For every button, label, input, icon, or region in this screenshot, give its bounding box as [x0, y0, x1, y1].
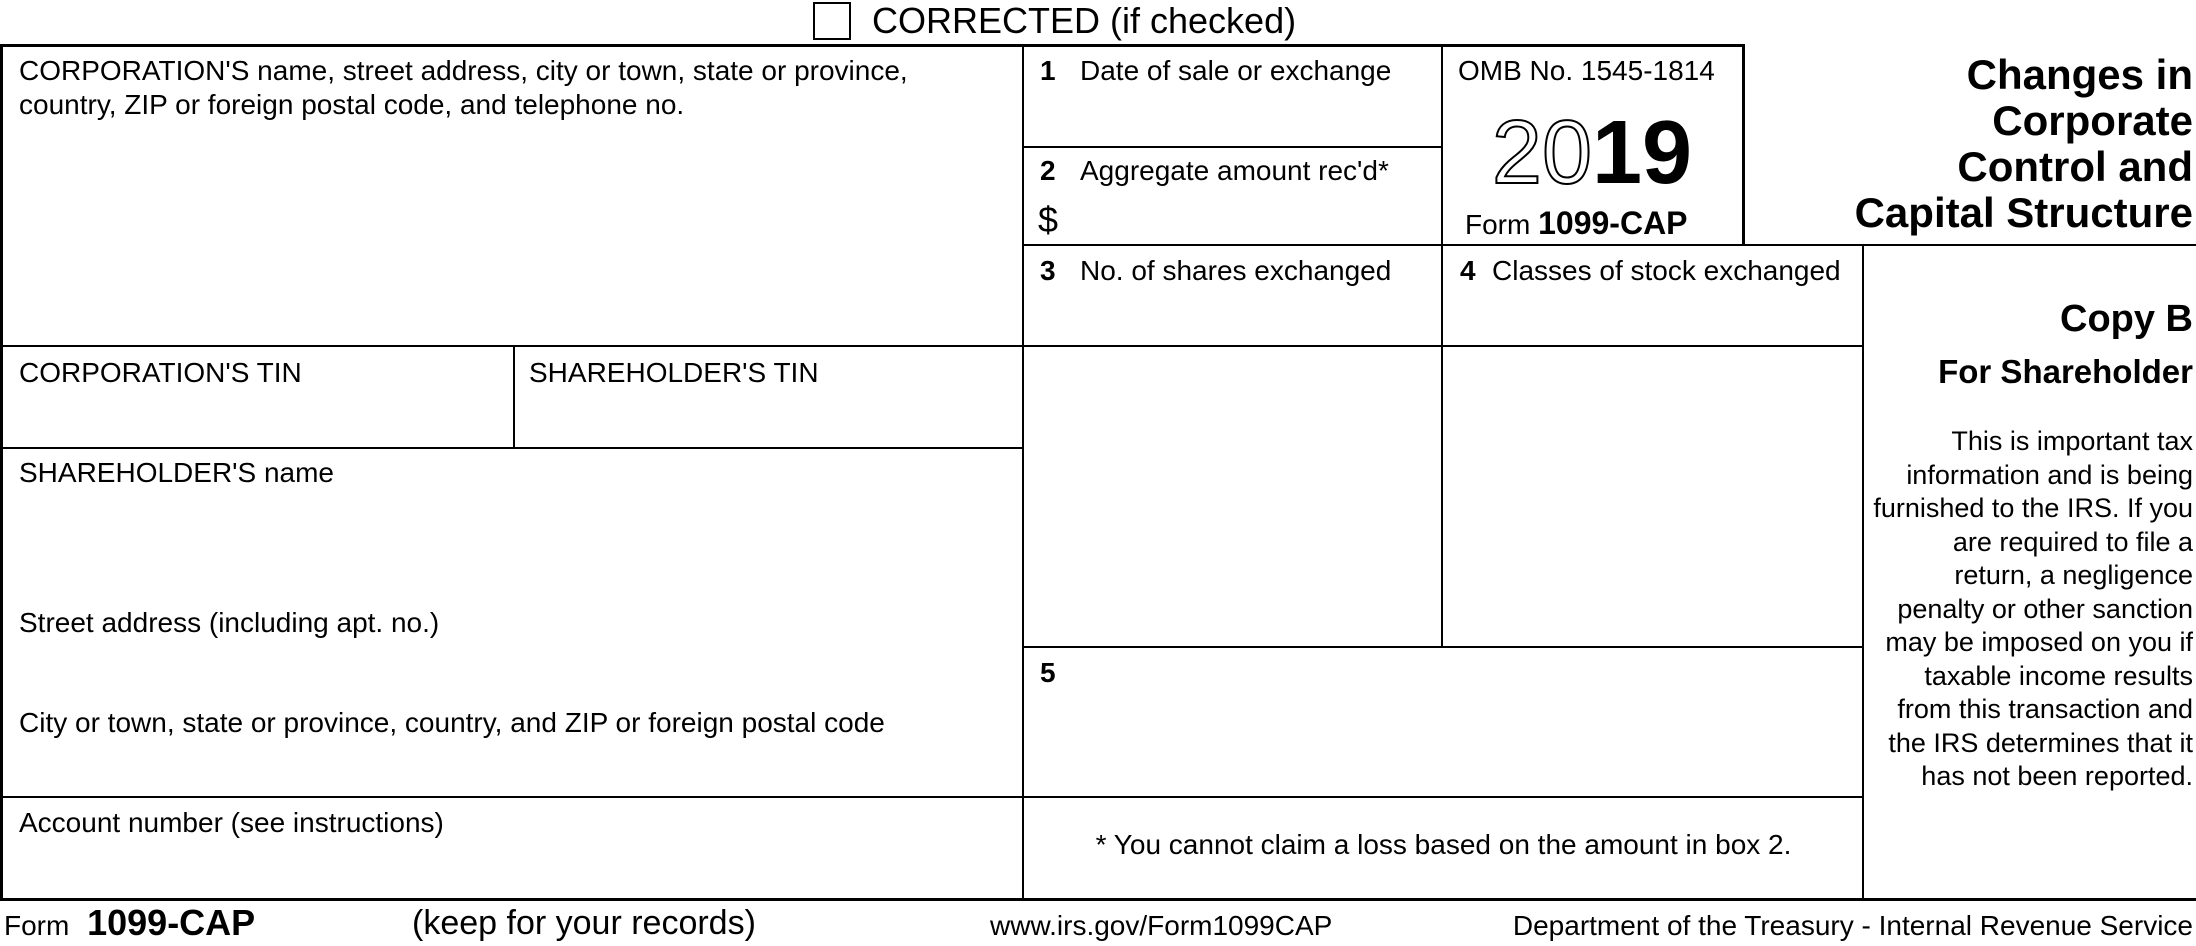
- footer-form-word: Form: [4, 910, 70, 941]
- account-number-field[interactable]: [5, 842, 1020, 896]
- aggregate-amount-field[interactable]: [1070, 192, 1438, 242]
- corporation-name-label: CORPORATION'S name, street address, city or town, state or province, country, ZIP or foreign postal code, and telephone no.: [19, 55, 908, 120]
- corrected-checkbox[interactable]: [813, 2, 851, 40]
- form-title-line: Corporate: [1992, 97, 2193, 144]
- dollar-sign: $: [1038, 199, 1059, 240]
- box5-field[interactable]: [1026, 692, 1859, 794]
- footer-form-id: [4, 903, 255, 946]
- form-id-top: [1465, 206, 1688, 242]
- tax-year-outline: 20: [1491, 103, 1592, 203]
- stock-classes-field[interactable]: [1445, 292, 1859, 644]
- corporation-tin-field[interactable]: [5, 392, 510, 444]
- form-title-line: Capital Structure: [1854, 189, 2193, 236]
- shareholder-name-label: SHAREHOLDER'S name: [19, 457, 334, 488]
- date-of-sale-field[interactable]: [1026, 92, 1439, 144]
- corporation-tin-label: CORPORATION'S TIN: [19, 357, 302, 388]
- city-field[interactable]: [5, 742, 1020, 794]
- account-number-label: Account number (see instructions): [19, 807, 444, 838]
- corporation-name-field[interactable]: [5, 125, 1020, 343]
- box2-number: 2: [1040, 155, 1056, 186]
- treasury-department: Department of the Treasury - Internal Revenue Service: [1512, 910, 2193, 941]
- box5-label: [1040, 656, 1080, 690]
- shares-exchanged-field[interactable]: [1026, 292, 1439, 644]
- box1-text: Date of sale or exchange: [1080, 55, 1392, 86]
- form-word-top: Form: [1465, 209, 1531, 240]
- box2-label: [1040, 154, 1389, 188]
- footer-form-name: 1099-CAP: [87, 902, 256, 943]
- copy-label: Copy B: [2060, 298, 2193, 340]
- box5-number: 5: [1040, 657, 1056, 688]
- recipient-label: For Shareholder: [1938, 353, 2193, 390]
- form-title-line: Control and: [1957, 143, 2193, 190]
- tax-year: [1442, 103, 1742, 203]
- box1-number: 1: [1040, 55, 1056, 86]
- irs-url[interactable]: www.irs.gov/Form1099CAP: [990, 910, 1333, 941]
- form-name-top: 1099-CAP: [1538, 205, 1688, 241]
- box4-label: [1460, 254, 1841, 288]
- street-address-field[interactable]: [5, 642, 1020, 702]
- form-title-line: Changes in: [1966, 51, 2193, 98]
- shareholder-name-field[interactable]: [5, 494, 1020, 594]
- box2-text: Aggregate amount rec'd*: [1080, 155, 1389, 186]
- box1-label: [1040, 54, 1391, 88]
- box4-number: 4: [1460, 255, 1476, 286]
- notice-text: This is important tax information and is being furnished to the IRS. If you are required to file a return, a negligence penalty or other sanction may be imposed on you if taxable income results from this transaction and the IRS determines that it has not been reported.: [1873, 426, 2193, 791]
- corrected-label: CORRECTED (if checked): [872, 0, 1297, 41]
- tax-year-bold: 19: [1592, 103, 1693, 203]
- box3-number: 3: [1040, 255, 1056, 286]
- form-title: [1855, 52, 2193, 236]
- box4-text: Classes of stock exchanged: [1492, 255, 1841, 286]
- shareholder-tin-field[interactable]: [517, 392, 1020, 444]
- box3-label: [1040, 254, 1391, 288]
- omb-number: OMB No. 1545-1814: [1458, 55, 1715, 86]
- street-address-label: Street address (including apt. no.): [19, 607, 440, 638]
- loss-footnote: * You cannot claim a loss based on the amount in box 2.: [1095, 829, 1792, 860]
- keep-records: (keep for your records): [412, 904, 756, 942]
- box3-text: No. of shares exchanged: [1080, 255, 1392, 286]
- shareholder-tin-label: SHAREHOLDER'S TIN: [529, 357, 819, 388]
- city-label: City or town, state or province, country, and ZIP or foreign postal code: [19, 707, 885, 738]
